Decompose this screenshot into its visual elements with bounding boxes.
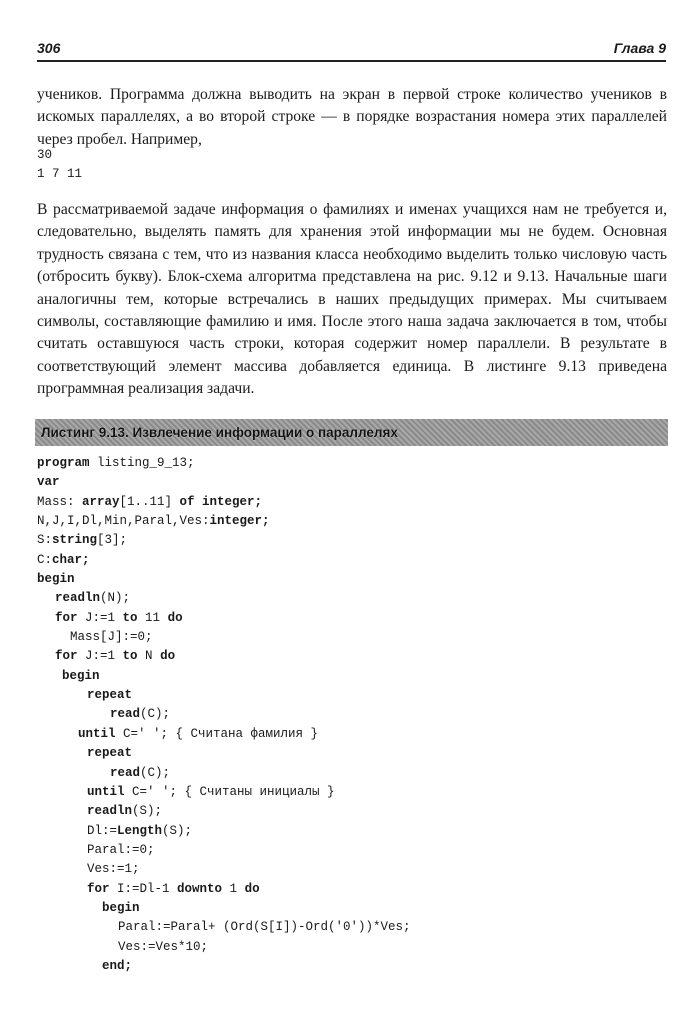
- code-text: Ves:=1;: [87, 862, 140, 877]
- code-text: Dl:=: [87, 823, 118, 838]
- code-keyword: do: [160, 649, 176, 664]
- listing-title: Листинг 9.13. Извлечение информации о параллелях: [41, 425, 398, 440]
- page-number: 306: [37, 40, 61, 56]
- code-line: [37, 531, 411, 550]
- code-text: N: [137, 649, 161, 664]
- code-line: [37, 938, 411, 957]
- code-text: N,J,I,Dl,Min,Paral,Ves:: [37, 514, 210, 529]
- code-text: (S);: [162, 823, 193, 838]
- code-line: [37, 667, 411, 686]
- code-line: [37, 841, 411, 860]
- code-keyword: array: [82, 494, 120, 509]
- page-header: [37, 38, 666, 62]
- code-listing: [37, 454, 411, 976]
- code-keyword: do: [167, 610, 183, 625]
- code-line: [37, 725, 411, 744]
- code-keyword: do: [244, 881, 260, 896]
- code-text: Ves:=Ves*10;: [118, 939, 209, 954]
- code-line: [37, 918, 411, 937]
- code-keyword: begin: [102, 900, 140, 915]
- code-line: [37, 473, 411, 492]
- code-text: 1: [222, 881, 245, 896]
- code-keyword: begin: [62, 668, 100, 683]
- code-keyword: for: [55, 649, 78, 664]
- code-text: 11: [137, 610, 168, 625]
- paragraph: учеников. Программа должна выводить на экран в первой строке количество учеников в искомых параллелях, а во второй строке — в порядке возрастания номера этих параллелей через пробел. Например,: [37, 86, 667, 148]
- code-keyword: readln: [55, 591, 101, 606]
- code-keyword: integer;: [209, 514, 270, 529]
- code-text: [1..11]: [119, 494, 180, 509]
- code-text: [3];: [97, 533, 128, 548]
- code-line: [37, 570, 411, 589]
- code-keyword: to: [122, 649, 138, 664]
- code-line: [37, 454, 411, 473]
- code-text: Paral:=Paral+ (Ord(S[I])-Ord('0'))*Ves;: [118, 920, 411, 935]
- code-line: [37, 744, 411, 763]
- code-keyword: for: [87, 881, 110, 896]
- code-line: [37, 899, 411, 918]
- code-keyword: for: [55, 610, 78, 625]
- code-keyword: repeat: [87, 746, 133, 761]
- code-keyword: readln: [87, 804, 133, 819]
- code-line: [37, 686, 411, 705]
- code-text: C=' '; { Считаны инициалы }: [124, 784, 335, 799]
- code-line: [37, 609, 411, 628]
- listing-header: [35, 419, 668, 446]
- code-line: [37, 880, 411, 899]
- code-line: [37, 957, 411, 976]
- code-line: [37, 822, 411, 841]
- code-keyword: repeat: [87, 688, 133, 703]
- code-keyword: until: [87, 784, 125, 799]
- code-text: (C);: [140, 765, 171, 780]
- code-text: (S);: [132, 804, 163, 819]
- code-text: S:: [37, 533, 53, 548]
- code-text: J:=1: [77, 610, 123, 625]
- code-text: listing_9_13;: [89, 456, 195, 470]
- example-output-line: 1 7 11: [37, 167, 83, 181]
- code-line: [37, 493, 411, 512]
- code-text: C=' '; { Считана фамилия }: [115, 726, 319, 741]
- code-line: [37, 589, 411, 608]
- code-keyword: downto: [177, 881, 223, 896]
- chapter-title: Глава 9: [613, 40, 666, 56]
- code-line: [37, 764, 411, 783]
- code-keyword: program: [37, 456, 90, 470]
- example-output-line: 30: [37, 148, 53, 162]
- code-line: [37, 705, 411, 724]
- code-text: (N);: [100, 591, 131, 606]
- paragraph: В рассматриваемой задаче информация о фамилиях и именах учащихся нам не требуется и, следовательно, выделять память для хранения этой информации мы не будем. Основная трудность связана с тем, что из названия класса необходимо выделить только числовую часть (отбросить букву). Блок-схема алгоритма представлена на рис. 9.12 и 9.13. Начальные шаги аналогичны тем, которые встречались в наших предыдущих примерах. Мы считываем символы, составляющие фамилию и имя. После этого наша задача заключается в том, чтобы считать оставшуюся часть строки, которая содержит номер параллели. В результате в соответствующий элемент массива добавляется единица. В листинге 9.13 приведена программная реализация задачи.: [37, 201, 667, 398]
- code-keyword: char;: [52, 552, 90, 567]
- code-line: [37, 860, 411, 879]
- code-line: [37, 628, 411, 647]
- code-line: [37, 551, 411, 570]
- code-keyword: end;: [102, 958, 133, 973]
- code-keyword: Length: [117, 823, 163, 838]
- code-text: Mass:: [37, 494, 83, 509]
- code-line: [37, 512, 411, 531]
- code-keyword: to: [122, 610, 138, 625]
- code-keyword: begin: [37, 572, 75, 587]
- code-text: (C);: [140, 707, 171, 722]
- code-text: I:=Dl-1: [109, 881, 178, 896]
- code-keyword: of integer;: [179, 494, 263, 509]
- code-keyword: read: [110, 765, 141, 780]
- code-text: Mass[J]:=0;: [70, 630, 153, 645]
- code-keyword: string: [52, 533, 98, 548]
- code-text: J:=1: [77, 649, 123, 664]
- code-line: [37, 802, 411, 821]
- code-keyword: read: [110, 707, 141, 722]
- code-line: [37, 647, 411, 666]
- code-line: [37, 783, 411, 802]
- code-keyword: until: [78, 726, 116, 741]
- code-keyword: var: [37, 475, 60, 490]
- code-text: C:: [37, 552, 53, 567]
- code-text: Paral:=0;: [87, 842, 155, 857]
